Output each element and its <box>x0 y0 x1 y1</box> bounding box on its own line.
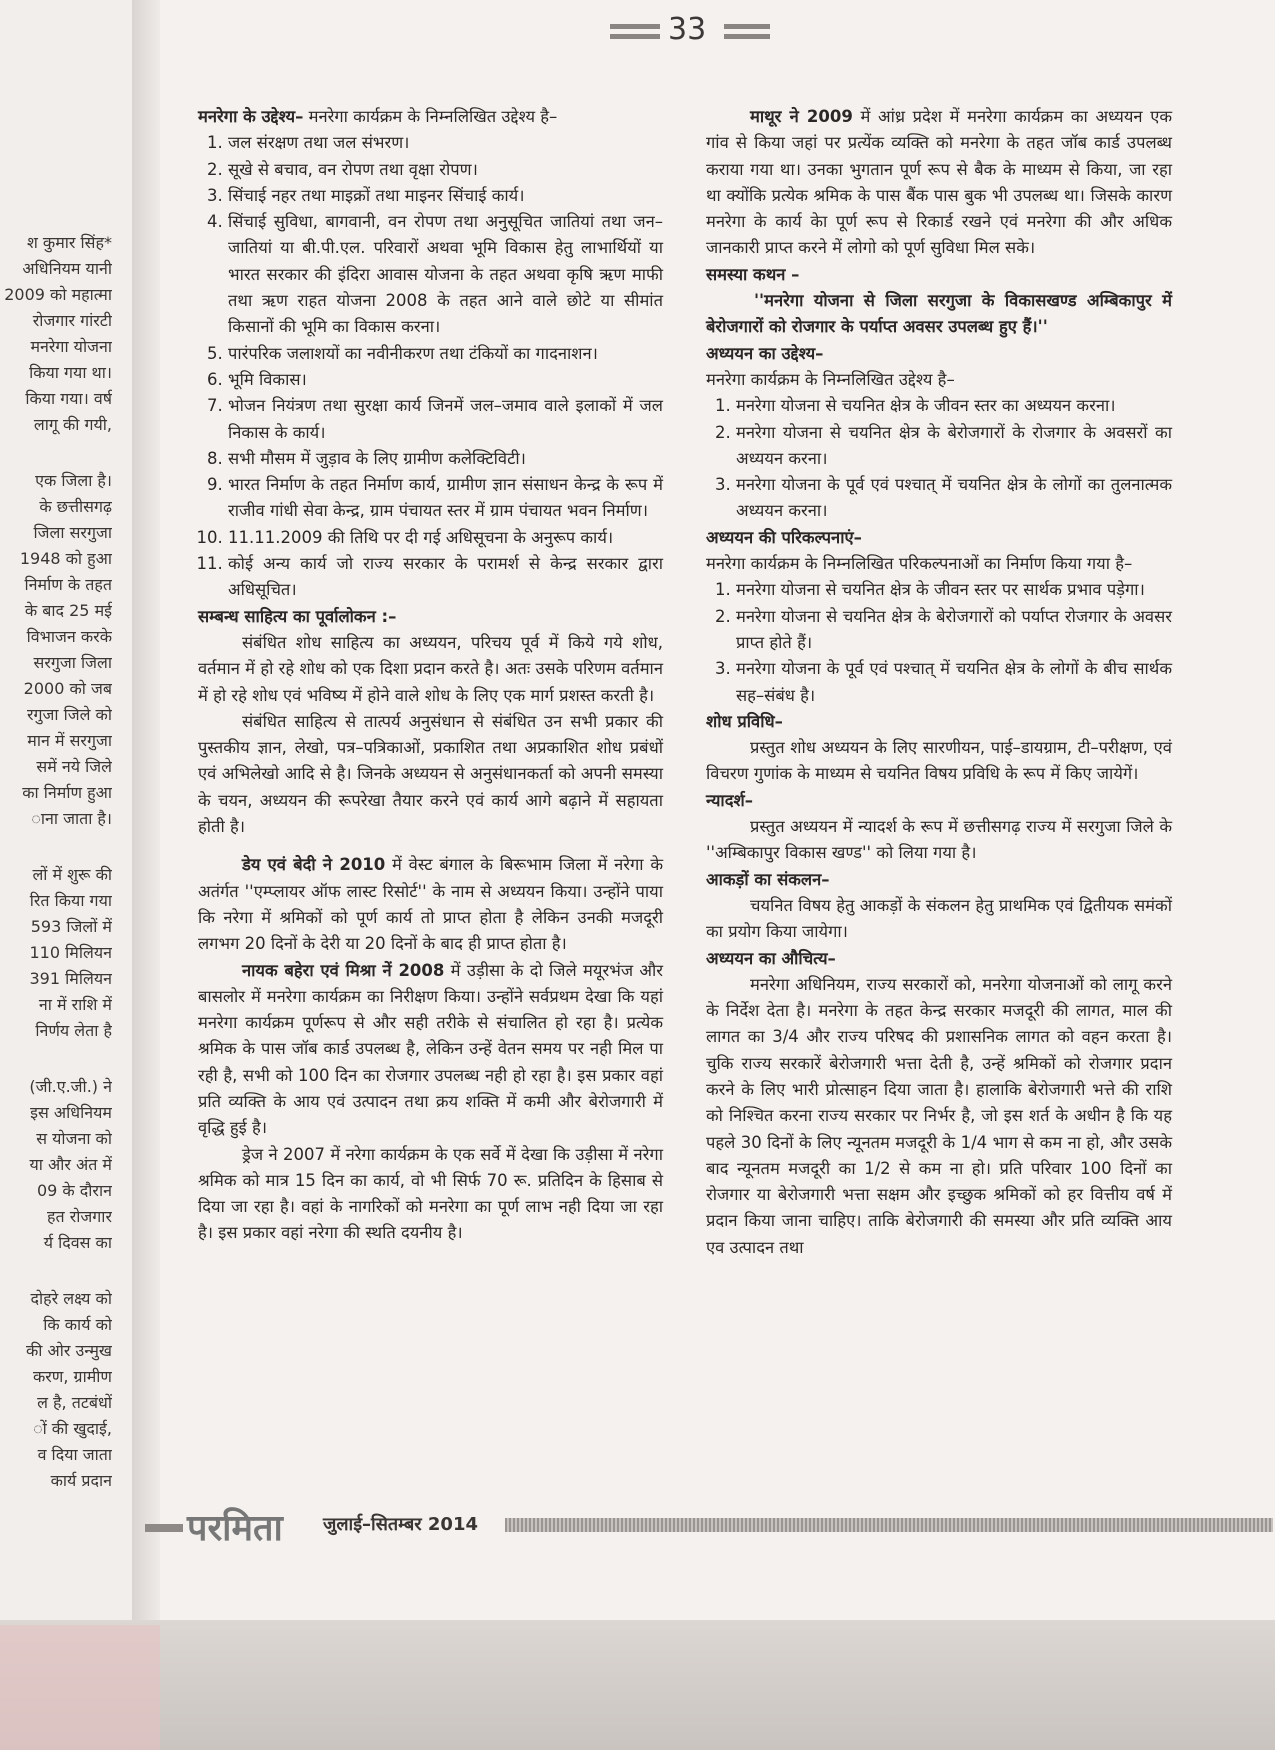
facing-page-line: मनरेगा योजना <box>30 337 112 356</box>
data-collection-text: चयनित विषय हेतु आकड़ों के संकलन हेतु प्राथमिक एवं द्वितीयक समंकों का प्रयोग किया जायेगा। <box>706 895 1172 942</box>
facing-page-line: समें नये जिले <box>36 757 112 776</box>
facing-page-line: 2009 को महात्मा <box>4 285 112 304</box>
facing-page-line: विभाजन करके <box>26 627 112 646</box>
lit-para-4 <box>198 958 663 1142</box>
objective-item: 3. सिंचाई नहर तथा माइक्रों तथा माइनर सिंचाई कार्य। <box>228 183 663 209</box>
facing-page-line: रगुजा जिले को <box>26 705 112 724</box>
method-text: प्रस्तुत शोध अध्ययन के लिए सारणीयन, पाई–डायग्राम, टी–परीक्षण, एवं विचरण गुणांक के माध्यम से चयनित विषय प्रविधि के रूप में किए जायेगें। <box>706 738 1172 784</box>
justification-heading: अध्ययन का औचित्य– <box>706 948 836 968</box>
facing-page-line: मान में सरगुजा <box>27 731 112 750</box>
facing-page-line: स योजना को <box>36 1129 112 1148</box>
data-collection-heading: आकड़ों का संकलन– <box>706 869 830 889</box>
facing-page-line: या और अंत में <box>29 1155 112 1174</box>
mathur-text: में आंध्र प्रदेश में मनरेगा कार्यक्रम का अध्ययन एक गांव से किया जहां पर प्रत्येंक व्यक्ति को मनरेगा के तहत जॉब कार्ड उपलब्ध कराया गया था। उनका भुगतान पूर्ण रूप से बैक के माध्यम से किया, जा रहा था क्योंकि प्रत्येक श्रमिक के पास बैंक पास बुक भी उपलब्ध था। जिसके कारण मनरेगा के कार्य केा पूर्ण रूप से रिकार्ड रखने एवं मनरेगा की और अधिक जानकारी प्राप्त करने में लोगो को पूर्ण सुविधा मिल सके। <box>706 107 1172 258</box>
facing-page-line: 110 मिलियन <box>29 943 112 962</box>
objective-item: 10. 11.11.2009 की तिथि पर दी गई अधिसूचना के अनुरूप कार्य। <box>228 525 663 551</box>
objectives-list <box>198 130 663 603</box>
sample-heading: न्यादर्श– <box>706 790 753 810</box>
problem-statement: ''मनरेगा योजना से जिला सरगुजा के विकासखण्ड अम्बिकापुर में बेरोजगारों को रोजगार के पर्याप्त अवसर उपलब्ध हुए हैं।'' <box>706 291 1172 337</box>
facing-page-line: 1948 को हुआ <box>19 549 112 568</box>
facing-page-line: (जी.ए.जी.) ने <box>29 1077 112 1096</box>
lit-para-4-text: में उड़ीसा के दो जिले मयूरभंज और बासलोर में मनरेगा कार्यक्रम का निरीक्षण किया। उन्होंने सर्वप्रथम देखा कि यहां मनरेगा कार्यक्रम पूर्णरूप से और सही तरीके से संचालित हो रहा है। प्रत्येक श्रमिक के पास जॉब कार्ड उपलब्ध है, लेकिन उन्हें वेतन समय पर नही मिल पा रही है, सभी को 100 दिन का रोजगार उपलब्ध नही हो रहा है। इस प्रकार वहां प्रति व्यक्ति के आय एवं उत्पादन तथा क्रय शक्ति में कमी और बेरोजगारी में वृद्धि हुई है। <box>198 960 664 1138</box>
aims-heading: अध्ययन का उद्देश्य– <box>706 343 824 363</box>
objective-item: 6. भूमि विकास। <box>228 367 663 393</box>
facing-page-line: कि कार्य को <box>43 1315 112 1334</box>
facing-page-line: निर्णय लेता है <box>35 1021 112 1040</box>
footer-rule-left <box>145 1524 183 1532</box>
facing-page-line: ना में राशि में <box>38 995 112 1014</box>
objective-item: 1. जल संरक्षण तथा जल संभरण। <box>228 130 663 156</box>
objectives-intro-text: मनरेगा कार्यक्रम के निम्नलिखित उद्देश्य है– <box>303 107 558 126</box>
hypothesis-heading: अध्ययन की परिकल्पनाएं– <box>706 527 862 547</box>
facing-page-line: व दिया जाता <box>37 1445 112 1464</box>
left-column <box>198 104 663 1247</box>
justification-text: मनरेगा अधिनियम, राज्य सरकारों को, मनरेगा योजनाओं को लागू करने के निर्देश देता है। मनरेगा के तहत केन्द्र सरकार मजदूरी की लागत, माल की लागत का 3/4 और राज्य परिषद की प्रशासनिक लागत को वहन करता है। चुकि राज्य सरकारें बेरोजगारी भत्ता देती है, उन्हें श्रमिकों को रोजगार प्रदान करने के लिए भारी प्रोत्साहन दिया जाता है। हालाकि बेरोजगारी भत्ते की राशि को निश्चित करना राज्य सरकार पर निर्भर है, जो इस शर्त के अधीन है कि यह पहले 30 दिनों के लिए न्यूनतम मजदूरी के 1/4 भाग से कम ना हो, और उसके बाद न्यूनतम मजदूरी का 1/2 से कम ना हो। प्रति परिवार 100 दिनों का रोजगार या बेरोजगारी भत्ता सक्षम और इच्छुक श्रमिकों को हर वित्तीय वर्ष में प्रदान किया जाना चाहिए। ताकि बेरोजगारी की समस्या और प्रति व्यक्ति आय एव उत्पादन तथा <box>706 974 1172 1257</box>
header-rule-right-2 <box>724 34 770 39</box>
facing-page-line: ल है, तटबंधों <box>37 1393 112 1412</box>
objective-item: 7. भोजन नियंत्रण तथा सुरक्षा कार्य जिनमें जल–जमाव वाले इलाकों में जल निकास के कार्य। <box>228 393 663 446</box>
facing-page-line: ाना जाता है। <box>31 809 112 828</box>
page-number: 33 <box>668 12 707 47</box>
objective-item: 2. सूखे से बचाव, वन रोपण तथा वृक्षा रोपण। <box>228 157 663 183</box>
hypothesis-item: 3. मनरेगा योजना के पूर्व एवं पश्चात् में चयनित क्षेत्र के लोगों के बीच सार्थक सह–संबंध है। <box>736 656 1172 709</box>
objective-item: 9. भारत निर्माण के तहत निर्माण कार्य, ग्रामीण ज्ञान संसाधन केन्द्र के रूप में राजीव गांधी सेवा केन्द्र, ग्राम पंचायत स्तर में ग्राम पंचायत भवन निर्माण। <box>228 472 663 525</box>
facing-page-line: के छत्तीसगढ़ <box>39 497 112 516</box>
facing-page-line: करण, ग्रामीण <box>32 1367 112 1386</box>
objectives-heading: मनरेगा के उद्देश्य– <box>198 107 304 126</box>
facing-page-line: कार्य प्रदान <box>50 1471 112 1490</box>
objective-item: 11. कोई अन्य कार्य जो राज्य सरकार के परामर्श से केन्द्र सरकार द्वारा अधिसूचित। <box>228 551 663 604</box>
lit-para-5: ड्रेज ने 2007 में नरेगा कार्यक्रम के एक सर्वे में देखा कि उड़ीसा में नरेगा श्रमिक को मात्र 15 दिन का कार्य, वो भी सिर्फ 70 रू. प्रतिदिन के हिसाब से दिया जा रहा है। वहां के नागरिकों को मनरेगा का पूर्ण लाभ नही दिया जा रहा है। इस प्रकार वहां नरेगा की स्थति दयनीय है। <box>198 1144 663 1243</box>
scan-background <box>0 1620 1275 1750</box>
facing-page-line: र्य दिवस का <box>43 1233 112 1252</box>
facing-page-line: के बाद 25 मई <box>24 601 112 620</box>
facing-page-line: का निर्माण हुआ <box>22 783 112 802</box>
facing-page-line: रोजगार गांरटी <box>32 311 112 330</box>
method-heading: शोध प्रविधि– <box>706 711 783 731</box>
facing-page-line: निर्माण के तहत <box>24 575 112 594</box>
facing-page-line: इस अधिनियम <box>30 1103 112 1122</box>
facing-page-line: लों में शुरू की <box>32 865 112 884</box>
lit-para-1: संबंधित शोध साहित्य का अध्ययन, परिचय पूर्व में किये गये शोध, वर्तमान में हो रहे शोध को एक दिशा प्रदान करते है। अतः उसके परिणम वर्तमान में हो रहे शोध एवं भविष्य में होने वाले शोध के लिए एक मार्ग प्रशस्त करती है। <box>198 632 663 705</box>
facing-page-line: लागू की गयी, <box>33 415 112 434</box>
lit-para-3-text: में वेस्ट बंगाल के बिरूभाम जिला में नरेगा के अतंर्गत ''एम्प्लायर ऑफ लास्ट रिसोर्ट'' के नाम से अध्ययन किया। उन्होंने पाया कि नरेगा में श्रमिकों को पूर्ण कार्य तो प्राप्त होता है लेकिन उनकी मजदूरी लगभग 20 दिनों के देरी या 20 दिनों के बाद ही प्राप्त होता है। <box>198 855 663 954</box>
issue-date: जुलाई–सितम्बर 2014 <box>323 1514 479 1535</box>
facing-page-line: हत रोजगार <box>47 1207 112 1226</box>
header-rule-left <box>610 24 660 29</box>
scan-artifact <box>0 1625 160 1750</box>
facing-page-edge <box>0 0 152 1620</box>
lit-para-2: संबंधित साहित्य से तात्पर्य अनुसंधान से संबंधित उन सभी प्रकार की पुस्तकीय ज्ञान, लेखो, पत्र–पत्रिकाओं, प्रकाशित तथा अप्रकाशित शोध प्रबंधों एवं अभिलेखो आदि से है। जिनके अध्ययन से अनुसंधानकर्ता को अपनी समस्या के चयन, अध्ययन की रूपरेखा तैयार करने एवं कार्य आगे बढ़ाने में सहायता होती है। <box>198 711 663 837</box>
magazine-logo: परमिता <box>187 1508 283 1549</box>
facing-page-line: 2000 को जब <box>23 679 112 698</box>
page-footer <box>145 1502 1275 1549</box>
lit-para-3 <box>198 852 663 957</box>
facing-page-line: जिला सरगुजा <box>33 523 112 542</box>
aim-item: 2. मनरेगा योजना से चयनित क्षेत्र के बेरोजगारों के रोजगार के अवसरों का अध्ययन करना। <box>736 420 1172 473</box>
aim-item: 3. मनरेगा योजना के पूर्व एवं पश्चात् में चयनित क्षेत्र के लोगों का तुलनात्मक अध्ययन करना। <box>736 472 1172 525</box>
facing-page-line: 593 जिलों में <box>30 917 112 936</box>
page-number-header <box>610 10 770 54</box>
facing-page-line: अधिनियम यानी <box>22 259 112 278</box>
facing-page-line: दोहरे लक्ष्य को <box>30 1289 112 1308</box>
hypothesis-item: 1. मनरेगा योजना से चयनित क्षेत्र के जीवन स्तर पर सार्थक प्रभाव पड़ेगा। <box>736 577 1172 603</box>
objective-item: 5. पारंपरिक जलाशयों का नवीनीकरण तथा टंकियों का गादनाशन। <box>228 341 663 367</box>
footer-rule-right <box>505 1518 1273 1532</box>
header-rule-left-2 <box>610 34 660 39</box>
aims-intro: मनरेगा कार्यक्रम के निम्नलिखित उद्देश्य है– <box>706 369 955 389</box>
aims-list <box>706 393 1172 524</box>
facing-page-line: की ओर उन्मुख <box>25 1341 112 1360</box>
lit-review-heading: सम्बन्ध साहित्य का पूर्वालोकन :– <box>198 606 397 626</box>
header-rule-right <box>724 24 770 29</box>
lit-para-3-authors: डेय एवं बेदी ने 2010 <box>242 855 386 875</box>
objective-item: 8. सभी मौसम में जुड़ाव के लिए ग्रामीण कलेक्टिविटी। <box>228 446 663 472</box>
lit-para-4-authors: नायक बहेरा एवं मिश्रा नें 2008 <box>242 960 445 980</box>
facing-page-line: 391 मिलियन <box>29 969 112 988</box>
hypothesis-item: 2. मनरेगा योजना से चयनित क्षेत्र के बेरोजगारों को पर्याप्त रोजगार के अवसर प्राप्त होते हैं। <box>736 604 1172 657</box>
objective-item: 4. सिंचाई सुविधा, बागवानी, वन रोपण तथा अनुसूचित जातियां तथा जन–जातियां या बी.पी.एल. परिवारों अथवा भूमि विकास हेतु लाभार्थियों या भारत सरकार की इंदिरा आवास योजना के तहत अथवा कृषि ऋण माफी तथा ऋण राहत योजना 2008 के तहत आने वाले छोटे या सीमांत किसानों की भूमि का विकास करना। <box>228 209 663 340</box>
objectives-intro <box>198 104 663 130</box>
facing-page-line: सरगुजा जिला <box>33 653 112 672</box>
facing-page-line: एक जिला है। <box>35 471 112 490</box>
facing-page-line: ों की खुदाई, <box>33 1419 112 1438</box>
mathur-author: माथूर ने 2009 <box>750 107 853 126</box>
mathur-para <box>706 104 1172 262</box>
page-gutter <box>132 0 160 1620</box>
sample-text: प्रस्तुत अध्ययन में न्यादर्श के रूप में छत्तीसगढ़ राज्य में सरगुजा जिले के ''अम्बिकापुर विकास खण्ड'' को लिया गया है। <box>706 817 1172 863</box>
hypothesis-intro: मनरेगा कार्यक्रम के निम्नलिखित परिकल्पनाओं का निर्माण किया गया है– <box>706 554 1133 574</box>
facing-page-line: 09 के दौरान <box>36 1181 112 1200</box>
right-column <box>706 104 1172 1261</box>
facing-page-line: रित किया गया <box>29 891 112 910</box>
problem-heading: समस्या कथन – <box>706 264 800 284</box>
aim-item: 1. मनरेगा योजना से चयनित क्षेत्र के जीवन स्तर का अध्ययन करना। <box>736 393 1172 419</box>
facing-page-line: किया गया। वर्ष <box>25 389 112 408</box>
hypothesis-list <box>706 577 1172 708</box>
facing-page-line: श कुमार सिंह* <box>26 233 112 252</box>
facing-page-line: किया गया था। <box>29 363 112 382</box>
